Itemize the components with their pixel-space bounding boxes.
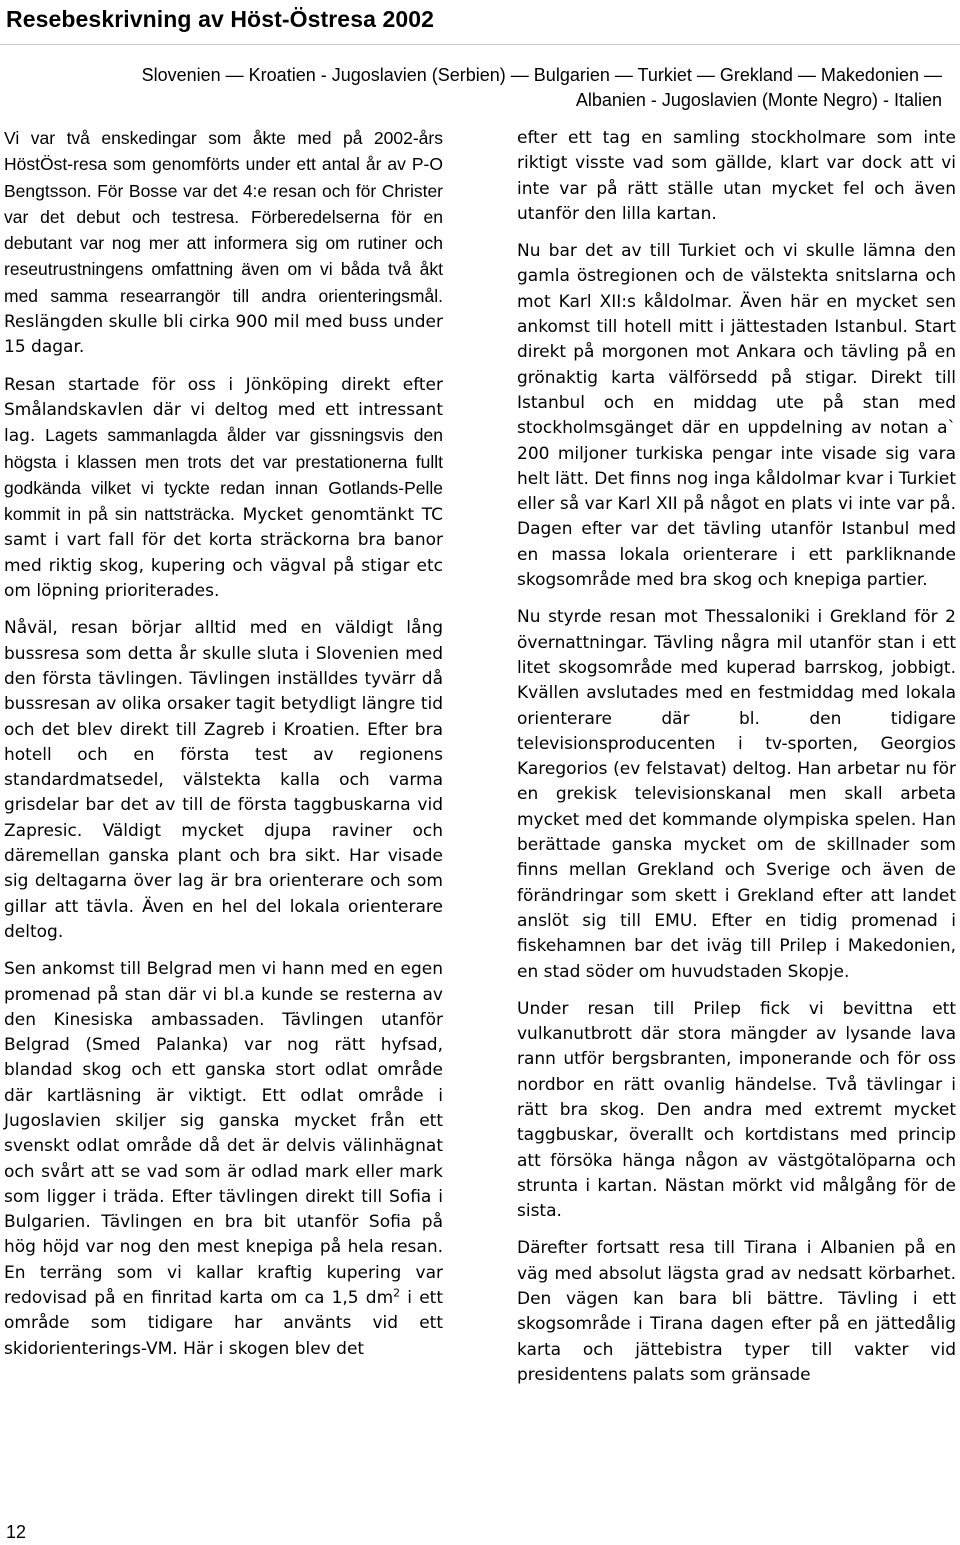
- route-subtitle: [20, 63, 942, 113]
- paragraph-start-c: Mycket genomtänkt TC samt i vart fall för det korta sträckorna bra banor med riktig skog, kupering och vägval på stigar etc om löpning prioriterades.: [4, 505, 444, 602]
- paragraph-greece: Nu styrde resan mot Thessaloniki i Grekland för 2 övernattningar. Tävling några mil utanför stan i ett litet skogsområde med kuperad barrskog, jobbigt. Kvällen avslutades med en festmiddag med lokala orienterare där bl. den tidigare televisionsproducenten i tv-sporten, Georgios Karegorios (ev felstavat) deltog. Han arbetar nu för en grekisk televisionskanal men skall arbeta mycket med det kommande olympiska spelen. Han berättade ganska mycket om de skillnader som finns mellan Grekland och Sverige och även de förändringar som skett i Grekland efter att landet anslöt sig till EMU. Efter en tidig promenad i fiskehamnen bar det iväg till Prilep i Makedonien, en stad söder om huvudstaden Skopje.: [517, 607, 956, 982]
- paragraph-slovenia: Nåväl, resan börjar alltid med en väldigt lång bussresa som detta år skulle sluta i Slovenien med den första tävlingen. Tävlingen inställdes tyvärr då bussresan av olika orsaker tagit betydligt längre tid och det blev direkt till Zagreb i Kroatien. Efter bra hotell och en första test av regionens standardmatsedel, välstekta kalla och varma grisdelar bar det av till de första taggbuskarna vid Zapresic. Väldigt mycket djupa raviner och däremellan ganska plant och bra sikt. Har visade sig deltagarna över lag är bra orienterare och som gillar att tävla. Även en hel del lokala orienterare deltog.: [4, 618, 443, 942]
- route-line-1: Slovenien — Kroatien - Jugoslavien (Serbien) — Bulgarien — Turkiet — Grekland — Makedonien —: [141, 65, 942, 85]
- page-title: Resebeskrivning av Höst-Östresa 2002: [6, 6, 435, 32]
- paragraph-start-a: Resan startade för oss i Jönköping direkt efter Smålandskavlen där vi deltog med ett intressant lag.: [4, 374, 443, 447]
- paragraph-belgrade: [4, 957, 443, 1362]
- paragraph-continued: efter ett tag en samling stockholmare som inte riktigt visste vad som gällde, klart var dock att vi inte var på rätt ställe utan mycket fel och även utanför den lilla kartan.: [517, 128, 956, 224]
- paragraph-belgrade-b: i ett område som tidigare har använts vid ett skidorienterings-VM. Här i skogen blev det: [4, 1288, 443, 1359]
- paragraph-intro: [4, 126, 443, 361]
- paragraph-belgrade-a: Sen ankomst till Belgrad men vi hann med en egen promenad på stan där vi bl.a kunde se resterna av den Kinesiska ambassaden. Tävlingen utanför Belgrad (Smed Palanka) var nog rätt hyfsad, blandad skog och ett ganska stort odlat område där kartläsning är viktigt. Ett odlat område i Jugoslavien skiljer sig ganska mycket från ett svenskt odlat område då det är delvis välinhägnat och svårt att se vad som är odlad mark eller mark som ligger i träda. Efter tävlingen direkt till Sofia i Bulgarien. Tävlingen en bra bit utanför Sofia på hög höjd var nog den mest knepiga på hela resan. En terräng som vi kallar kraftig kupering var redovisad på en finritad karta om ca 1,5 dm: [4, 959, 443, 1309]
- paragraph-start-b: Lagets sammanlagda ålder var gissningsvis den högsta i klassen men trots det var prestationerna fullt godkända vilket vi tyckte redan innan Gotlands-Pelle kommit in på sin nattsträcka.: [4, 425, 443, 525]
- superscript-squared: 2: [393, 1286, 401, 1300]
- paragraph-tirana: Därefter fortsatt resa till Tirana i Albanien på en väg med absolut lägsta grad av nedsatt körbarhet. Den vägen kan bara bli bättre. Tävling i ett skogsområde i Tirana dagen efter på en jättedålig karta och jättebistra typer till vakter vid presidentens palats som gränsade: [517, 1238, 956, 1385]
- paragraph-intro-text: Vi var två enskedingar som åkte med på 2002-års HöstÖst-resa som genomförts under ett antal år av P-O Bengtsson. För Bosse var det 4:e resan och för Christer var det debut och testresa. Förberedelserna för en debutant var nog mer att informera sig om rutiner och reseutrustningens omfattning även om vi båda två åkt med samma researrangör till andra orienteringsmål.: [4, 128, 443, 306]
- page-number: 12: [6, 1522, 27, 1542]
- route-line-2: Albanien - Jugoslavien (Monte Negro) - Italien: [575, 90, 942, 110]
- paragraph-turkey: Nu bar det av till Turkiet och vi skulle lämna den gamla östregionen och de välstekta snitslarna och mot Karl XII:s kåldolmar. Även här en mycket sen ankomst till hotell mitt i jättestaden Istanbul. Start direkt på morgonen mot Ankara och tävling på en grönaktig karta välförsedd på stigar. Direkt till Istanbul och en middag ute på stan med stockholmsgänget där en uppdelning av notan a` 200 miljoner turkiska pengar inte visade sig vara helt lätt. Det finns nog inga kåldolmar kvar i Turkiet eller så var Karl XII på något en plats vi inte var på. Dagen efter var det tävling utanför Istanbul med en massa lokala orienterare i ett parkliknande skogsområde med bra skog och knepiga partier.: [517, 241, 956, 591]
- paragraph-start: [4, 373, 443, 605]
- right-column: [517, 126, 956, 1400]
- left-column: [4, 126, 443, 1374]
- paragraph-intro-text-end: Reslängden skulle bli cirka 900 mil med buss under 15 dagar.: [4, 312, 443, 358]
- header-divider: [0, 44, 960, 45]
- paragraph-prilep: Under resan till Prilep fick vi bevittna ett vulkanutbrott där stora mängder av lysande lava rann utför bergsbranten, imponerande och för oss nordbor en rätt ovanlig händelse. Två tävlingar i rätt bra skog. Den andra med extremt mycket taggbuskar, överallt och kortdistans med princip att försöka hänga någon av västgötalöparna och strunta i kartan. Nästan mörkt vid målgång för de sista.: [517, 998, 956, 1222]
